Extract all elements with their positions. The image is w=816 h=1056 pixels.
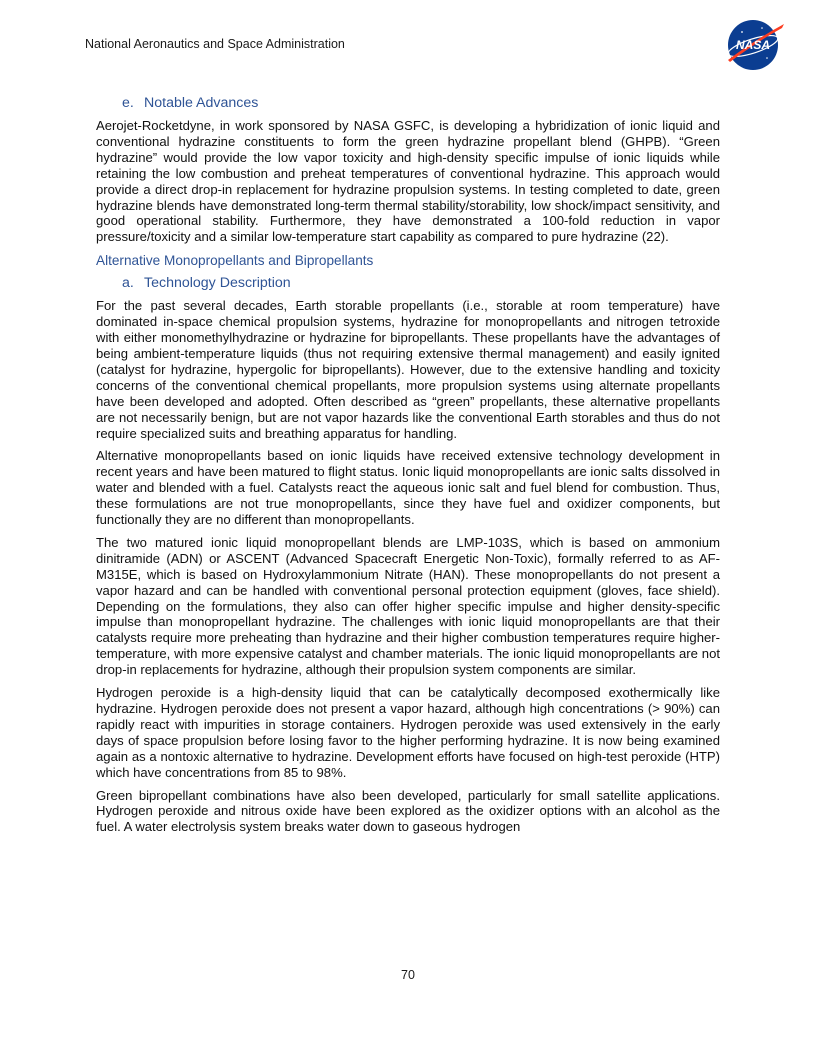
page-content bbox=[96, 93, 720, 842]
technology-description-title: Technology Description bbox=[144, 275, 291, 292]
body-paragraph: Hydrogen peroxide is a high-density liquid that can be catalytically decomposed exothermically like hydrazine. Hydrogen peroxide does not present a vapor hazard, although high concentrations (> 90%) can rapidly react with impurities in storage containers. Hydrogen peroxide was used extensively in the early days of space propulsion before losing favor to the higher performing hydrazine. It is now being examined again as a nontoxic alternative to hydrazine. Development efforts have focused on high-test peroxide (HTP) which have concentrations from 85 to 98%. bbox=[96, 685, 720, 780]
body-paragraph: Green bipropellant combinations have also been developed, particularly for small satellite applications. Hydrogen peroxide and nitrous oxide have been explored as the oxidizer options with an alcohol as the fuel. A water electrolysis system breaks water down to gaseous hydrogen bbox=[96, 787, 720, 835]
notable-advances-paragraph: Aerojet-Rocketdyne, in work sponsored by NASA GSFC, is developing a hybridization of ionic liquid and conventional hydrazine constituents to form the green hydrazine propellant blend (GHPB). “Green hydrazine” would provide the low vapor toxicity and high-density specific impulse of ionic liquids while retaining the low combustion and preheat temperatures of conventional hydrazine. This approach would provide a direct drop-in replacement for hydrazine propulsion systems. In testing completed to date, green hydrazine blends have demonstrated long-term thermal stability/storability, low shock/impact sensitivity, and good operational stability. Furthermore, they have demonstrated a 100-fold reduction in vapor pressure/toxicity and a similar low-temperature start capability as compared to pure hydrazine (22). bbox=[96, 118, 720, 245]
notable-advances-heading bbox=[96, 95, 720, 112]
body-paragraph: The two matured ionic liquid monopropellant blends are LMP-103S, which is based on ammonium dinitramide (ADN) or ASCENT (Advanced Spacecraft Energetic Non-Toxic), formally referred to as AF-M315E, which is based on Hydroxylammonium Nitrate (HAN). These monopropellants do not present a vapor hazard and can be handled with conventional personal protection equipment (gloves, face shield). Depending on the formulations, they also can offer higher specific impulse and higher density-specific impulse than monopropellant hydrazine. The challenges with ionic liquid monopropellants are that their catalysts require more preheating than hydrazine and their higher combustion temperatures require higher-temperature, with more expensive catalyst and chamber materials. The ionic liquid monopropellants are not drop-in replacements for hydrazine, although their propulsion system components are similar. bbox=[96, 534, 720, 678]
notable-advances-title: Notable Advances bbox=[144, 95, 259, 111]
nasa-logo-text: NASA bbox=[735, 38, 771, 52]
alternative-section-heading: Alternative Monopropellants and Bipropellants bbox=[96, 253, 374, 269]
body-paragraph: For the past several decades, Earth storable propellants (i.e., storable at room temperature) have dominated in-space chemical propulsion systems, hydrazine for monopropellants and nitrogen tetroxide with either monomethylhydrazine or hydrazine for bipropellants. These propellants have the advantages of being ambient-temperature liquids (thus not requiring extensive thermal management) and easily ignited (catalyst for hydrazine, hypergolic for bipropellants). However, due to the extensive handling and toxicity concerns of the conventional chemical propellants, more propulsion systems using alternate propellants have been developed and adopted. Often described as “green” propellants, these alternative propellants are not necessarily benign, but are not vapor hazards like the conventional Earth storables and thus do not require specialized suits and breathing apparatus for handling. bbox=[96, 298, 720, 441]
body-paragraph: Alternative monopropellants based on ionic liquids have received extensive technology development in recent years and have been matured to flight status. Ionic liquid monopropellants are ionic salts dissolved in water and blended with a fuel. Catalysts react the aqueous ionic salt and fuel blend for combustion. Thus, these formulations are not true monopropellants, since they have fuel and oxidizer components, but functionally they are no different than monopropellants. bbox=[96, 448, 720, 528]
notable-advances-number: e. bbox=[122, 95, 134, 111]
nasa-logo bbox=[722, 18, 786, 72]
page-number: 70 bbox=[401, 968, 415, 982]
technology-description-number: a. bbox=[122, 275, 134, 292]
technology-description-heading bbox=[96, 275, 720, 292]
header-agency-name: National Aeronautics and Space Administration bbox=[85, 37, 345, 51]
